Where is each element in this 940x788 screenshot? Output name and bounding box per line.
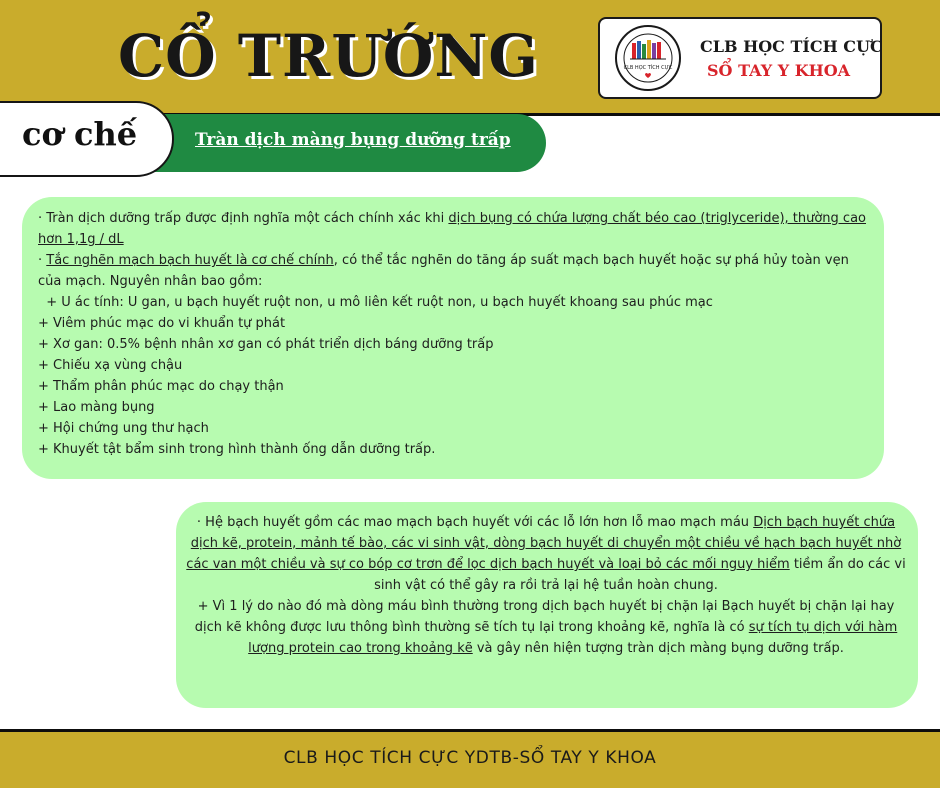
cause-item: + Khuyết tật bẩm sinh trong hình thành ống dẫn dưỡng trấp. xyxy=(38,442,436,457)
cause-item: + Chiếu xạ vùng chậu xyxy=(38,358,183,373)
mechanism-paragraph xyxy=(38,250,870,292)
emblem-text: CLB HỌC TÍCH CỰC xyxy=(623,65,673,71)
mechanism-text: , có thể tắc nghẽn do tăng áp suất mạch bạch huyết hoặc sự phá hủy toàn vẹn của mạch. Nguyên nhân bao gồm: xyxy=(38,253,849,289)
cause-item: + Xơ gan: 0.5% bệnh nhân xơ gan có phát triển dịch báng dưỡng trấp xyxy=(38,337,494,352)
blockage-paragraph xyxy=(184,596,908,659)
cause-item: + Viêm phúc mạc do vi khuẩn tự phát xyxy=(38,316,286,331)
lymphatic-text: · Hệ bạch huyết gồm các mao mạch bạch huyết với các lỗ lớn hơn lỗ mao mạch máu xyxy=(196,515,754,530)
cause-item: + Lao màng bụng xyxy=(38,400,155,415)
logo-tagline: SỔ TAY Y KHOA xyxy=(707,61,851,80)
club-logo-badge xyxy=(598,17,882,99)
lymphatic-paragraph xyxy=(184,512,908,596)
definition-text: · Tràn dịch dưỡng trấp được định nghĩa một cách chính xác khi xyxy=(38,211,449,226)
cause-item: + Thẩm phân phúc mạc do chạy thận xyxy=(38,379,284,394)
definition-paragraph xyxy=(38,208,870,250)
blockage-highlight: sự tích tụ dịch với hàm lượng protein cao trong khoảng kẽ xyxy=(248,620,898,656)
club-emblem-icon xyxy=(614,24,682,92)
section-subtitle: Tràn dịch màng bụng dưỡng trấp xyxy=(195,130,511,150)
footer-band xyxy=(0,732,940,788)
mechanism-highlight: Tắc nghẽn mạch bạch huyết là cơ chế chính xyxy=(46,253,334,268)
definition-highlight: dịch bụng có chứa lượng chất béo cao (triglyceride), thường cao hơn 1,1g / dL xyxy=(38,211,866,247)
lymphatic-card xyxy=(176,502,918,708)
lymphatic-highlight: Dịch bạch huyết chứa dịch kẽ, protein, mảnh tế bào, các vi sinh vật, dòng bạch huyết di chuyển một chiều về hạch bạch huyết nhờ các van một chiều và sự co bóp cơ trơn để lọc dịch bạch huyết và loại bỏ các mối nguy hiểm xyxy=(186,515,902,572)
cause-item: + U ác tính: U gan, u bạch huyết ruột non, u mô liên kết ruột non, u bạch huyết khoang sau phúc mạc xyxy=(38,295,713,310)
footer-text: CLB HỌC TÍCH CỰC YDTB-SỔ TAY Y KHOA xyxy=(283,748,657,768)
blockage-text-end: và gây nên hiện tượng tràn dịch màng bụng dưỡng trấp. xyxy=(472,641,844,656)
page-title: CỔ TRƯỚNG xyxy=(118,22,539,90)
section-label: cơ chế xyxy=(22,115,138,153)
cause-item: + Hội chứng ung thư hạch xyxy=(38,421,209,436)
blockage-text: + Vì 1 lý do nào đó mà dòng máu bình thường trong dịch bạch huyết bị chặn lại Bạch huyết bị chặn lại hay dịch kẽ không được lưu thông bình thường sẽ tích tụ lại trong khoảng kẽ, nghĩa là có xyxy=(194,599,895,635)
logo-club-name: CLB HỌC TÍCH CỰC xyxy=(700,37,883,56)
section-label-pill xyxy=(0,101,174,177)
mechanism-bullet: · xyxy=(38,253,47,268)
definition-card xyxy=(22,197,884,479)
lymphatic-text-end: tiềm ẩn do các vi sinh vật có thể gây ra rồi trả lại hệ tuần hoàn chung. xyxy=(374,557,906,593)
section-subtitle-banner xyxy=(150,114,546,172)
